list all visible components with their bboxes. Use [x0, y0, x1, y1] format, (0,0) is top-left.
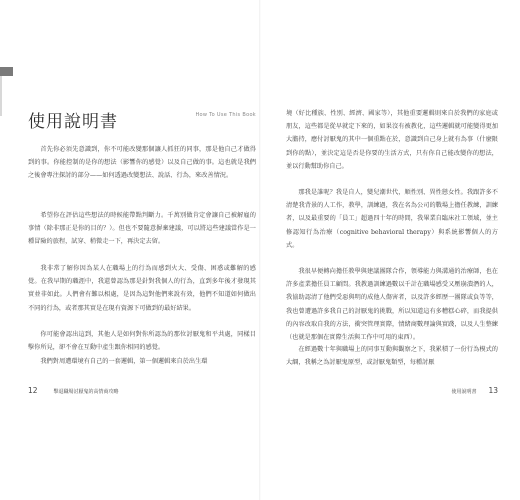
left-page — [28, 0, 256, 500]
body-paragraph: 你可能會認出這到，其他人是如何對你所認為的那位討厭鬼和平共處，同樣目擊你所見，卻不會在互動中產生跟你相同的感覺。 — [28, 331, 256, 352]
left-folio — [28, 386, 118, 395]
chapter-side-bar — [0, 76, 2, 116]
body-paragraph: 我很早便轉向擔任教學與建議團隊合作，領導能力與溝通的治療師，也在許多產業擔任員工顧問。我教過訓練過數以千計在職場感受又壓崩潰潛的人，我協助認清了他們受惡與明的成他人傷害者，以及許多經歷一團隊或負等等，我也曾遭過許多我自己的討厭鬼的挑戰，所以知道這有多糟糕心碎，而我提供的內容改取自我的方法，衝突管理實際，情緒商數理論與實踐，以及人生整練（也就是那個在實際生活與工作中可用的東西）。 — [286, 268, 498, 342]
body-paragraph: 境（好比種族、性別、經濟、國家等），其他重要邏輯則來自於我們的家庭或朋友，這些都是從早就定下來的，如果沒有被教化，這些邏輯就可能變得更加大膽持，應付討厭鬼的其中一個重點在於，意識到自己身上就有為事（什麼限到你的點），並決定這是否是你要的生活方式，只有你自己能改變你的想法，並以行動幫助你自己。 — [286, 110, 498, 170]
running-head: 擊退職場討厭鬼的高情商攻略 — [53, 389, 119, 395]
right-page — [286, 0, 498, 500]
chapter-title: 使用說明書 — [28, 112, 118, 132]
body-paragraph: 首先你必須先意識到，你不可能改變那個讓人抓狂的同事，那是他自己才做得到的事。你能控制的是你的想法（影響你的感覺）以及自己做的事。這也就是我們之後會專注探討的部分——如何透過改變想法、說話、行為，來改善情況。 — [28, 146, 256, 180]
chapter-subtitle-en: How To Use This Book — [195, 112, 256, 118]
page-gutter — [259, 0, 261, 500]
chapter-side-tab — [0, 67, 13, 76]
right-folio — [452, 386, 498, 395]
body-paragraph: 那我是誰呢？我是自人，變兒潮世代，順性別、異性戀女性。我跟許多不清楚我背景的人工作，教學，訓練過，我在名為公司的戰場上擔任教練，訓練者，以及最重要的「員工」超過四十年的時間，我畢業自臨床社工領域，並主修認知行為治療（cognitive behavioral therapy）與系統影響個人的方式。 — [286, 189, 498, 249]
page-number: 12 — [28, 386, 38, 395]
body-paragraph: 我非常了解你因為某人在職場上的行為而感到火大、受傷、困惑或難解的感覺。在我早期的職涯中，我還曾認為那是針對我個人的行為，直到多年後才發現其實並非如此。人們會有難以相處，是因為這對他們來說有效，他們不知道如何做出不同的行為，或者那其實是在現有資源下可做到的最好結果。 — [28, 265, 256, 312]
page-number: 13 — [488, 386, 498, 395]
body-paragraph: 希望你在評估這些想法的時候能帶點判斷力。千萬別做肯定會讓自己被解雇的事情（除非那正是你的目的？）。但也不要隨意摒棄建議，可以將這些建議當作是一種冒險的旅程，試穿、稍微走一下，再決定去留。 — [28, 212, 256, 246]
body-paragraph: 我們對周遭環境有自己的一套邏輯，第一個邏輯來自於出生環 — [40, 358, 208, 365]
running-head: 使用說明書 — [451, 389, 477, 395]
body-paragraph: 在經過數十年與職場上的同事互動與觀察之下，我累積了一份行為模式的大綱，我稱之為討厭鬼原型，或討厭鬼類型，每種討厭 — [286, 346, 498, 367]
